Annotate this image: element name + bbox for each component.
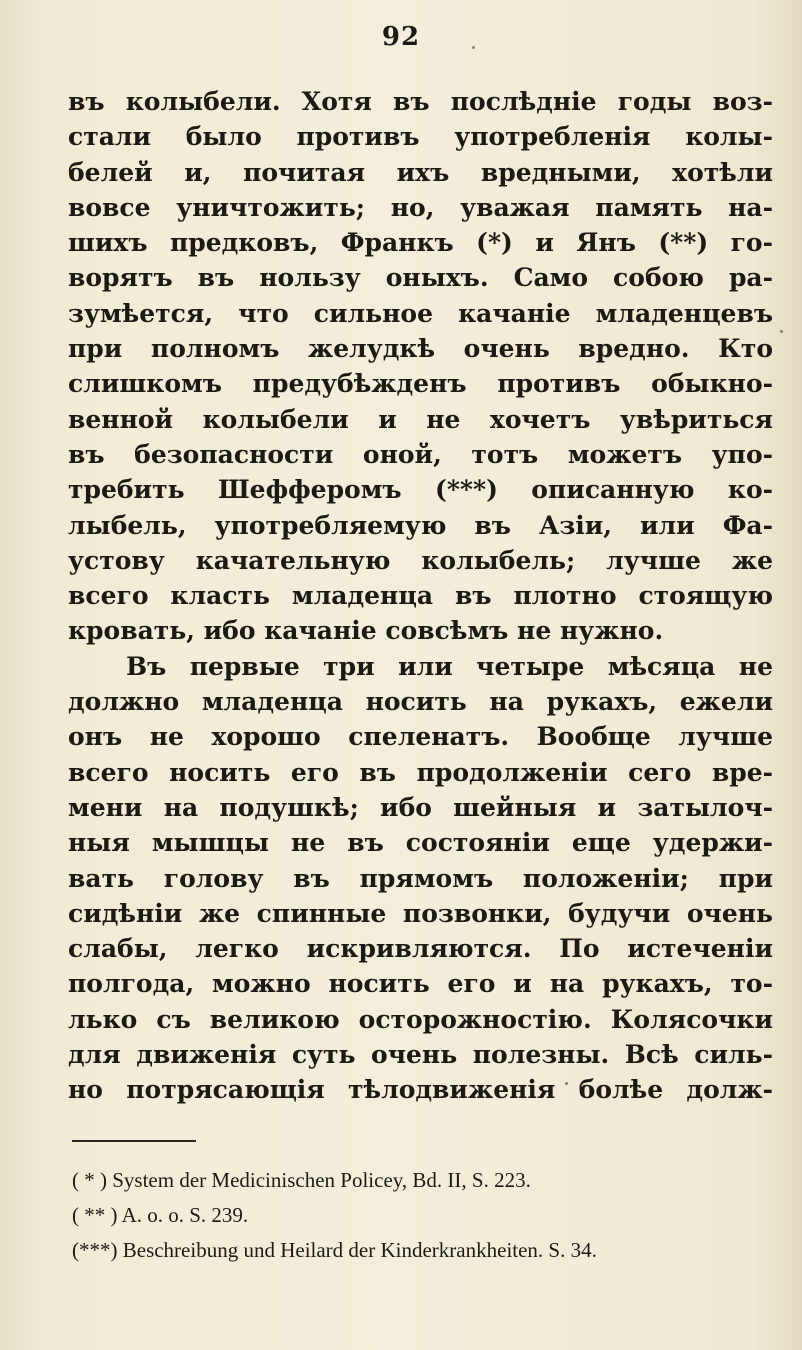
text-line: кровать, ибо качаніе совсѣмъ не нужно. xyxy=(68,616,664,646)
paragraph xyxy=(68,649,773,1108)
footnote: (***) Beschreibung und Heilard der Kinderkrankheiten. S. 34. xyxy=(72,1238,597,1262)
text-line: слабы, легко искривляются. По истеченіи xyxy=(68,934,773,964)
text-line: всего класть младенца въ плотно стоящую xyxy=(68,581,773,611)
page-number: 92 xyxy=(381,22,421,52)
text-line: должно младенца носить на рукахъ, ежели xyxy=(68,687,773,717)
text-line: стали было противъ употребленія колы- xyxy=(68,122,773,152)
text-line: устову качательную колыбель; лучше же xyxy=(68,545,773,575)
text-line: требить Шефферомъ (***) описанную ко- xyxy=(68,475,773,505)
text-line: но потрясающія тѣлодвиженія болѣе долж- xyxy=(68,1075,773,1105)
text-line: ныя мышцы не въ состояніи еще удержи- xyxy=(68,828,773,858)
footnote: ( ** ) A. o. o. S. 239. xyxy=(72,1203,249,1227)
footnotes xyxy=(72,1163,782,1268)
text-line: всего носить его въ продолженіи сего вре- xyxy=(68,757,773,787)
text-line: для движенія суть очень полезны. Всѣ силь- xyxy=(68,1040,773,1070)
text-line: зумѣется, что сильное качаніе младенцевъ xyxy=(68,298,773,328)
text-line: слишкомъ предубѣжденъ противъ обыкно- xyxy=(68,369,773,399)
text-line: мени на подушкѣ; ибо шейныя и затылоч- xyxy=(68,792,773,822)
text-line: венной колыбели и не хочетъ увѣриться xyxy=(68,404,773,434)
text-line: лыбель, употребляемую въ Азіи, или Фа- xyxy=(68,510,773,540)
paper-speck xyxy=(780,330,783,333)
text-line: вать голову въ прямомъ положеніи; при xyxy=(68,863,773,893)
text-line: лько съ великою осторожностію. Колясочки xyxy=(68,1004,773,1034)
text-line: сидѣніи же спинные позвонки, будучи очень xyxy=(68,898,773,928)
text-line: въ безопасности оной, тотъ можетъ упо- xyxy=(68,439,773,469)
text-line: Въ первые три или четыре мѣсяца не xyxy=(126,651,773,681)
text-line: вовсе уничтожить; но, уважая память на- xyxy=(68,192,773,222)
text-line: шихъ предковъ, Франкъ (*) и Янъ (**) го- xyxy=(68,228,773,258)
paragraph xyxy=(68,84,773,649)
text-line: белей и, почитая ихъ вредными, хотѣли xyxy=(68,157,773,187)
footnote: ( * ) System der Medicinischen Policey, Bd. II, S. 223. xyxy=(72,1168,531,1192)
text-line: ворятъ въ нользу оныхъ. Само собою ра- xyxy=(68,263,773,293)
body-text xyxy=(68,84,773,1108)
footnote-separator xyxy=(72,1140,196,1142)
text-line: онъ не хорошо спеленатъ. Вообще лучше xyxy=(68,722,773,752)
text-line: полгода, можно носить его и на рукахъ, то- xyxy=(68,969,773,999)
text-line: при полномъ желудкѣ очень вредно. Кто xyxy=(68,334,773,364)
text-line: въ колыбели. Хотя въ послѣдніе годы воз- xyxy=(68,87,773,116)
